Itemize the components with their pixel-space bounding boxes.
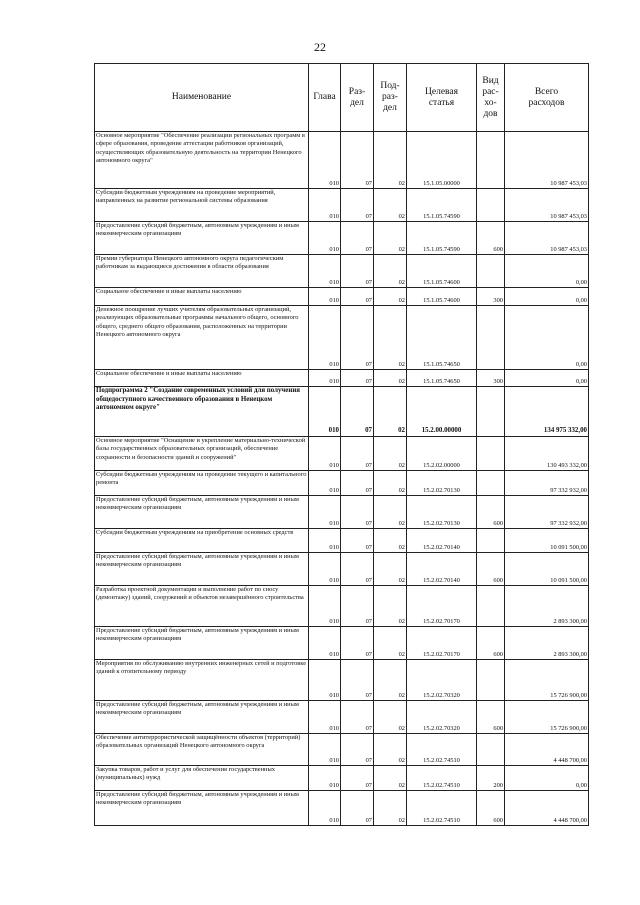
row-chapter: 010 [309,701,341,734]
row-subsection: 02 [374,255,407,288]
row-subsection: 02 [374,553,407,586]
row-name: Разработка проектной документации и выполнение работ по сносу (демонтажу) зданий, сооружений и объектов незавершённого строительства [95,586,309,627]
row-section: 07 [341,288,374,306]
row-kind [477,660,505,701]
page-number: 22 [314,40,326,54]
row-subsection: 02 [374,766,407,791]
row-chapter: 010 [309,222,341,255]
row-kind [477,471,505,496]
row-target: 15.2.02.70170 [407,586,477,627]
row-section: 07 [341,529,374,553]
header-total: Всего расходов [505,64,589,132]
table-row [95,471,589,496]
row-kind: 600 [477,791,505,826]
header-section: Раз- дел [341,64,374,132]
row-target: 15.1.05.74600 [407,255,477,288]
row-name: Субсидии бюджетным учреждениям на приобретение основных средств [95,529,309,553]
table-row [95,222,589,255]
row-name: Премии губернатора Ненецкого автономного округа педагогическим работникам за выдающиеся достижения в области образования [95,255,309,288]
row-chapter: 010 [309,734,341,766]
row-target: 15.1.05.74650 [407,370,477,387]
header-target: Целевая статья [407,64,477,132]
row-section: 07 [341,627,374,660]
row-subsection: 02 [374,791,407,826]
row-name: Предоставление субсидий бюджетным, автономным учреждениям и иным некоммерческим организациям [95,222,309,255]
row-name: Мероприятия по обслуживанию внутренних инженерных сетей и подготовке зданий к отопительному периоду [95,660,309,701]
table-row [95,529,589,553]
table-row [95,496,589,529]
row-chapter: 010 [309,791,341,826]
row-subsection: 02 [374,586,407,627]
row-total: 0,00 [505,766,589,791]
row-subsection: 02 [374,701,407,734]
row-name: Социальное обеспечение и иные выплаты населению [95,370,309,387]
table-header-row [95,64,589,132]
row-kind [477,132,505,189]
row-total: 2 893 300,00 [505,586,589,627]
row-total: 10 091 500,00 [505,529,589,553]
row-name: Обеспечение антитеррористической защищённости объектов (территорий) образовательных организаций Ненецкого автономного округа [95,734,309,766]
row-section: 07 [341,471,374,496]
row-total: 130 493 332,00 [505,437,589,471]
row-section: 07 [341,437,374,471]
row-target: 15.2.02.70170 [407,627,477,660]
row-section: 07 [341,586,374,627]
row-name: Предоставление субсидий бюджетным, автономным учреждениям и иным некоммерческим организациям [95,496,309,529]
row-total: 0,00 [505,306,589,370]
row-subsection: 02 [374,496,407,529]
row-target: 15.1.05.74590 [407,222,477,255]
table-row [95,387,589,437]
row-total: 4 448 700,00 [505,734,589,766]
row-section: 07 [341,255,374,288]
row-name: Предоставление субсидий бюджетным, автономным учреждениям и иным некоммерческим организациям [95,791,309,826]
row-total: 0,00 [505,255,589,288]
row-section: 07 [341,701,374,734]
row-chapter: 010 [309,370,341,387]
row-name: Основное мероприятие "Обеспечение реализации региональных программ в сфере образования, проведение аттестации работников организаций, осуществляющих образовательную деятельность на территории Ненецкого автономного округа" [95,132,309,189]
row-subsection: 02 [374,306,407,370]
table-row [95,370,589,387]
row-target: 15.2.02.74510 [407,791,477,826]
row-target: 15.2.02.70320 [407,660,477,701]
row-target: 15.1.05.00000 [407,132,477,189]
row-subsection: 02 [374,529,407,553]
row-section: 07 [341,791,374,826]
row-target: 15.1.05.74600 [407,288,477,306]
budget-table [94,63,589,826]
row-target: 15.2.02.00000 [407,437,477,471]
row-name: Закупка товаров, работ и услуг для обеспечения государственных (муниципальных) нужд [95,766,309,791]
row-kind [477,586,505,627]
row-subsection: 02 [374,222,407,255]
row-name: Субсидии бюджетным учреждениям на проведение текущего и капитального ремонта [95,471,309,496]
row-total: 10 091 500,00 [505,553,589,586]
header-name: Наименование [95,64,309,132]
row-chapter: 010 [309,306,341,370]
row-target: 15.2.02.74510 [407,734,477,766]
table-row [95,701,589,734]
row-name: Субсидии бюджетным учреждениям на проведение мероприятий, направленных на развитие региональной системы образования [95,189,309,222]
row-chapter: 010 [309,586,341,627]
table-row [95,734,589,766]
table-row [95,437,589,471]
row-name: Денежное поощрение лучших учителям образовательных организаций, реализующих образовательные программы начального общего, основного общего, среднего общего образования, расположенных на территории Ненецкого автономного округа [95,306,309,370]
row-subsection: 02 [374,437,407,471]
row-section: 07 [341,222,374,255]
row-name: Предоставление субсидий бюджетным, автономным учреждениям и иным некоммерческим организациям [95,627,309,660]
row-name: Предоставление субсидий бюджетным, автономным учреждениям и иным некоммерческим организациям [95,701,309,734]
row-kind: 600 [477,553,505,586]
row-kind [477,255,505,288]
table-row [95,766,589,791]
row-target: 15.2.02.70130 [407,471,477,496]
row-kind: 300 [477,370,505,387]
row-section: 07 [341,734,374,766]
row-chapter: 010 [309,660,341,701]
row-section: 07 [341,660,374,701]
row-subsection: 02 [374,132,407,189]
row-target: 15.1.05.74650 [407,306,477,370]
header-chapter: Глава [309,64,341,132]
row-section: 07 [341,496,374,529]
row-section: 07 [341,189,374,222]
row-chapter: 010 [309,553,341,586]
row-chapter: 010 [309,496,341,529]
row-chapter: 010 [309,529,341,553]
row-target: 15.2.02.74510 [407,766,477,791]
row-target: 15.2.02.70320 [407,701,477,734]
row-section: 07 [341,370,374,387]
table-row [95,586,589,627]
row-subsection: 02 [374,370,407,387]
row-kind [477,437,505,471]
row-chapter: 010 [309,255,341,288]
row-name: Социальное обеспечение и иные выплаты населению [95,288,309,306]
row-name: Подпрограмма 2 "Создание современных условий для получения общедоступного качественного образования в Ненецком автономном округе" [95,387,309,437]
table-row [95,306,589,370]
row-total: 97 332 932,00 [505,471,589,496]
row-subsection: 02 [374,734,407,766]
row-chapter: 010 [309,387,341,437]
row-kind [477,387,505,437]
row-name: Предоставление субсидий бюджетным, автономным учреждениям и иным некоммерческим организациям [95,553,309,586]
row-name: Основное мероприятие "Оснащение и укрепление материально-технической базы государственных образовательных организаций, обеспечение сохранности и безопасности зданий и сооружений" [95,437,309,471]
row-target: 15.2.02.70140 [407,529,477,553]
row-section: 07 [341,553,374,586]
row-target: 15.1.05.74590 [407,189,477,222]
row-kind: 600 [477,627,505,660]
row-chapter: 010 [309,471,341,496]
row-subsection: 02 [374,660,407,701]
table-row [95,255,589,288]
row-kind: 300 [477,288,505,306]
row-total: 2 893 300,00 [505,627,589,660]
row-total: 4 448 700,00 [505,791,589,826]
row-kind [477,189,505,222]
row-kind: 600 [477,222,505,255]
table-row [95,132,589,189]
row-subsection: 02 [374,627,407,660]
row-kind: 200 [477,766,505,791]
row-target: 15.2.02.70140 [407,553,477,586]
row-kind [477,529,505,553]
table-row [95,791,589,826]
row-kind: 600 [477,701,505,734]
row-section: 07 [341,132,374,189]
row-chapter: 010 [309,132,341,189]
row-section: 07 [341,387,374,437]
row-chapter: 010 [309,766,341,791]
table-row [95,660,589,701]
row-total: 0,00 [505,370,589,387]
row-total: 134 975 332,00 [505,387,589,437]
row-chapter: 010 [309,189,341,222]
row-kind [477,734,505,766]
table-row [95,288,589,306]
row-subsection: 02 [374,471,407,496]
row-section: 07 [341,766,374,791]
row-total: 15 726 900,00 [505,701,589,734]
row-total: 0,00 [505,288,589,306]
header-subsection: Под- раз- дел [374,64,407,132]
row-target: 15.2.00.00000 [407,387,477,437]
row-chapter: 010 [309,437,341,471]
row-chapter: 010 [309,627,341,660]
row-kind [477,306,505,370]
row-target: 15.2.02.70130 [407,496,477,529]
row-total: 10 987 453,03 [505,132,589,189]
row-kind: 600 [477,496,505,529]
row-chapter: 010 [309,288,341,306]
row-total: 10 987 453,03 [505,222,589,255]
table-row [95,553,589,586]
header-kind: Вид рас- хо- дов [477,64,505,132]
row-subsection: 02 [374,387,407,437]
table-row [95,189,589,222]
table-row [95,627,589,660]
row-subsection: 02 [374,189,407,222]
row-total: 10 987 453,03 [505,189,589,222]
row-section: 07 [341,306,374,370]
row-subsection: 02 [374,288,407,306]
row-total: 15 726 900,00 [505,660,589,701]
row-total: 97 332 932,00 [505,496,589,529]
